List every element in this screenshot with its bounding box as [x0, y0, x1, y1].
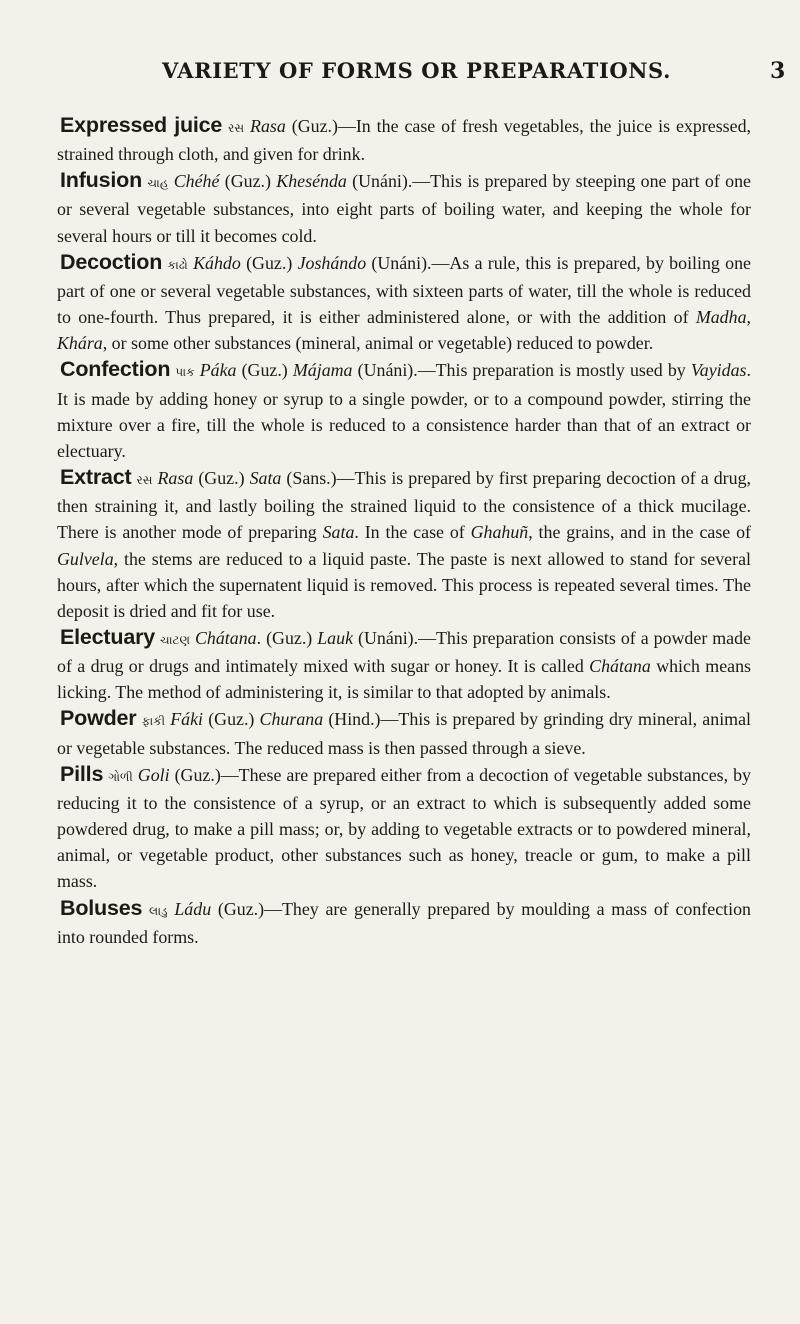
- entry-term: Decoction: [60, 249, 163, 274]
- page-number: 3: [770, 58, 786, 84]
- italic-term: Lauk: [317, 627, 354, 648]
- italic-term: Sata: [249, 468, 282, 489]
- italic-term: Chéhé: [173, 171, 220, 192]
- vernacular-script: રસ: [136, 473, 153, 488]
- entry-text: ,: [746, 307, 751, 328]
- vernacular-script: લાડુ: [149, 903, 168, 918]
- entry-term: Extract: [60, 465, 132, 490]
- vernacular-script: ગોળી: [108, 769, 133, 784]
- entry-text: (Unáni).—As a rule, this is prepared, by boiling one part of one or several vegetable substances, with sixteen parts of water, till the whole is reduced to one-fourth. Thus prepared, it is either administered alone, or with the addition of: [57, 252, 751, 328]
- italic-term: Chátana: [589, 656, 651, 677]
- entry-term: Pills: [60, 761, 104, 786]
- entry-term: Expressed juice: [60, 113, 223, 137]
- entry-term: Infusion: [60, 168, 142, 193]
- entry-paragraph: [57, 761, 751, 895]
- entry-term: Confection: [60, 357, 171, 382]
- vernacular-script: રસ: [228, 121, 245, 135]
- entry-text: (Guz.): [240, 252, 298, 273]
- body-text: [57, 112, 751, 950]
- entry-text: , the stems are reduced to a liquid paste. The paste is next allowed to stand for several hours, after which the supernatent liquid is removed. This process is repeated several times. The deposit is dried and fit for use.: [57, 548, 751, 621]
- italic-term: Chátana: [194, 627, 257, 648]
- entry-text: (Unáni).—This is prepared by steeping one part of one or several vegetable substances, into eight parts of boiling water, and keeping the whole for several hours or till it becomes cold.: [57, 171, 751, 246]
- vernacular-script: ચાહ: [147, 176, 169, 191]
- entry-text: (Guz.): [219, 171, 277, 192]
- entry-paragraph: [57, 112, 751, 167]
- entry-text: (Guz.)—They are generally prepared by moulding a mass of confection into rounded forms.: [57, 898, 751, 947]
- italic-term: Khára: [57, 333, 103, 354]
- entry-paragraph: [57, 356, 751, 464]
- italic-term: Gulvela: [57, 548, 114, 569]
- entry-text: (Guz.)—In the case of fresh vegetables, the juice is expressed, strained through cloth, and given for drink.: [57, 116, 751, 165]
- italic-term: Sata: [322, 522, 355, 543]
- entry-term: Electuary: [60, 624, 156, 649]
- entry-text: (Guz.)—These are prepared either from a decoction of vegetable substances, by reducing it to the consistence of a syrup, or an extract to which is subsequently added some powdered drug, to make a pill mass; or, by adding to vegetable extracts or to powdered mineral, animal, or vegetable product, other substances such as honey, treacle or gum, to make a pill mass.: [57, 764, 751, 892]
- entry-text: . In the case of: [354, 522, 471, 543]
- entry-term: Boluses: [60, 895, 143, 920]
- entry-paragraph: [57, 464, 751, 624]
- italic-term: Ládu: [174, 898, 212, 919]
- entry-text: which means licking. The method of administering it, is similar to that adopted by animals.: [57, 656, 752, 703]
- italic-term: Madha: [695, 307, 747, 328]
- italic-term: Khesénda: [276, 171, 347, 192]
- entry-text: (Unáni).—This preparation is mostly used by: [352, 360, 691, 381]
- italic-term: Goli: [137, 764, 170, 785]
- entry-paragraph: [57, 167, 751, 248]
- italic-term: Májama: [292, 360, 353, 381]
- vernacular-script: ફાકી: [141, 714, 166, 729]
- vernacular-script: કાઢો: [167, 257, 188, 272]
- italic-term: Fáki: [170, 709, 204, 730]
- italic-term: Joshándo: [297, 252, 367, 273]
- vernacular-script: પાક: [175, 365, 195, 380]
- entry-paragraph: [57, 895, 751, 950]
- entry-text: . (Guz.): [256, 627, 318, 648]
- entry-term: Powder: [60, 706, 137, 731]
- italic-term: Churana: [259, 709, 324, 730]
- entry-text: (Hind.)—This is prepared by grinding dry mineral, animal or vegetable substances. The reduced mass is then passed through a sieve.: [57, 709, 751, 758]
- italic-term: Rasa: [250, 116, 286, 136]
- vernacular-script: ચાટણ: [160, 632, 190, 647]
- italic-term: Káhdo: [193, 252, 241, 273]
- entry-text: (Unáni).—This preparation consists of a powder made of a drug or drugs and intimately mixed with sugar or honey. It is called: [57, 627, 751, 677]
- entry-paragraph: [57, 624, 751, 705]
- entry-text: (Sans.)—This is prepared by first preparing decoction of a drug, then straining it, and lastly boiling the strained liquid to the consistence of a thick mucilage. There is another mode of preparing: [57, 468, 751, 543]
- entry-paragraph: [57, 705, 751, 760]
- italic-term: Vayidas: [690, 360, 747, 381]
- italic-term: Páka: [199, 360, 237, 381]
- italic-term: Rasa: [157, 468, 194, 489]
- italic-term: Ghahuñ: [470, 522, 529, 543]
- entry-text: (Guz.): [203, 709, 260, 730]
- entry-text: . It is made by adding honey or syrup to a single powder, or to a compound powder, stirring the mixture over a fire, till the whole is reduced to a consistence harder than that of an extract or electuary.: [57, 360, 751, 461]
- entry-text: (Guz.): [236, 360, 293, 381]
- running-head: VARIETY OF FORMS OR PREPARATIONS.: [162, 58, 671, 83]
- entry-text: (Guz.): [193, 468, 250, 489]
- entry-text: , or some other substances (mineral, animal or vegetable) reduced to powder.: [102, 333, 654, 354]
- entry-paragraph: [57, 249, 751, 357]
- entry-text: , the grains, and in the case of: [528, 522, 751, 543]
